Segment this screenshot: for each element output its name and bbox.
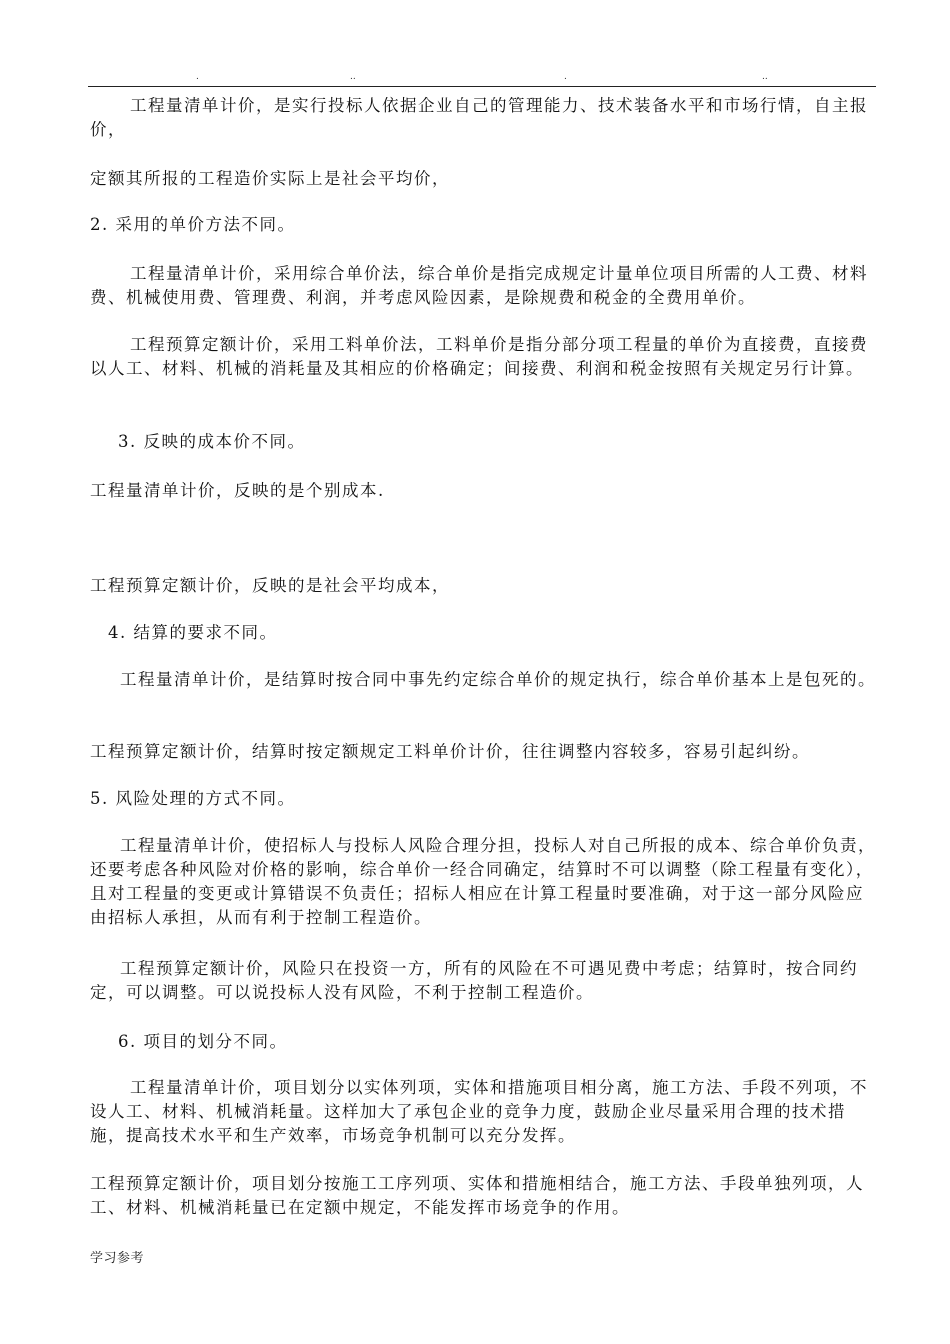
- paragraph: 工程量清单计价，项目划分以实体列项，实体和措施项目相分离，施工方法、手段不列项，不设人工、材料、机械消耗量。这样加大了承包企业的竞争力度，鼓励企业尽量采用合理的技术措施，提高技术水平和生产效率，市场竞争机制可以充分发挥。: [90, 1078, 868, 1145]
- header-rule: [88, 86, 876, 87]
- section-heading: 4. 结算的要求不同。: [108, 623, 278, 642]
- paragraph: 工程量清单计价，是结算时按合同中事先约定综合单价的规定执行，综合单价基本上是包死的。: [120, 670, 876, 689]
- header-mark: ..: [762, 72, 768, 82]
- header-mark: .: [196, 72, 199, 82]
- paragraph: 定额其所报的工程造价实际上是社会平均价，: [90, 169, 450, 188]
- header-marks: [88, 72, 876, 84]
- paragraph: 工程量清单计价，是实行投标人依据企业自己的管理能力、技术装备水平和市场行情，自主报价，: [90, 96, 868, 139]
- section-heading: 3. 反映的成本价不同。: [118, 432, 306, 451]
- paragraph: 工程预算定额计价，项目划分按施工工序列项、实体和措施相结合，施工方法、手段单独列项，人工、材料、机械消耗量已在定额中规定，不能发挥市场竞争的作用。: [90, 1174, 864, 1217]
- section-heading: 5. 风险处理的方式不同。: [90, 789, 296, 808]
- header-mark: .: [564, 72, 567, 82]
- section-heading: 2. 采用的单价方法不同。: [90, 215, 296, 234]
- paragraph: 工程预算定额计价，反映的是社会平均成本，: [90, 576, 450, 595]
- section-heading: 6. 项目的划分不同。: [118, 1032, 288, 1051]
- paragraph: 工程量清单计价，使招标人与投标人风险合理分担，投标人对自己所报的成本、综合单价负责，还要考虑各种风险对价格的影响，综合单价一经合同确定，结算时不可以调整（除工程量有变化），且对工程量的变更或计算错误不负责任；招标人相应在计算工程量时要准确，对于这一部分风险应由招标人承担，从而有利于控制工程造价。: [90, 836, 876, 927]
- footer-text: 学习参考: [90, 1251, 145, 1266]
- paragraph: 工程量清单计价，反映的是个别成本.: [90, 481, 385, 500]
- paragraph: 工程预算定额计价，结算时按定额规定工料单价计价，往往调整内容较多，容易引起纠纷。: [90, 742, 810, 761]
- header-mark: ..: [350, 72, 356, 82]
- paragraph: 工程预算定额计价，风险只在投资一方，所有的风险在不可遇见费中考虑；结算时，按合同约定，可以调整。可以说投标人没有风险，不利于控制工程造价。: [90, 959, 858, 1002]
- paragraph: 工程量清单计价，采用综合单价法，综合单价是指完成规定计量单位项目所需的人工费、材料费、机械使用费、管理费、利润，并考虑风险因素，是除规费和税金的全费用单价。: [90, 264, 868, 307]
- paragraph: 工程预算定额计价，采用工料单价法，工料单价是指分部分项工程量的单价为直接费，直接费以人工、材料、机械的消耗量及其相应的价格确定；间接费、利润和税金按照有关规定另行计算。: [90, 335, 868, 378]
